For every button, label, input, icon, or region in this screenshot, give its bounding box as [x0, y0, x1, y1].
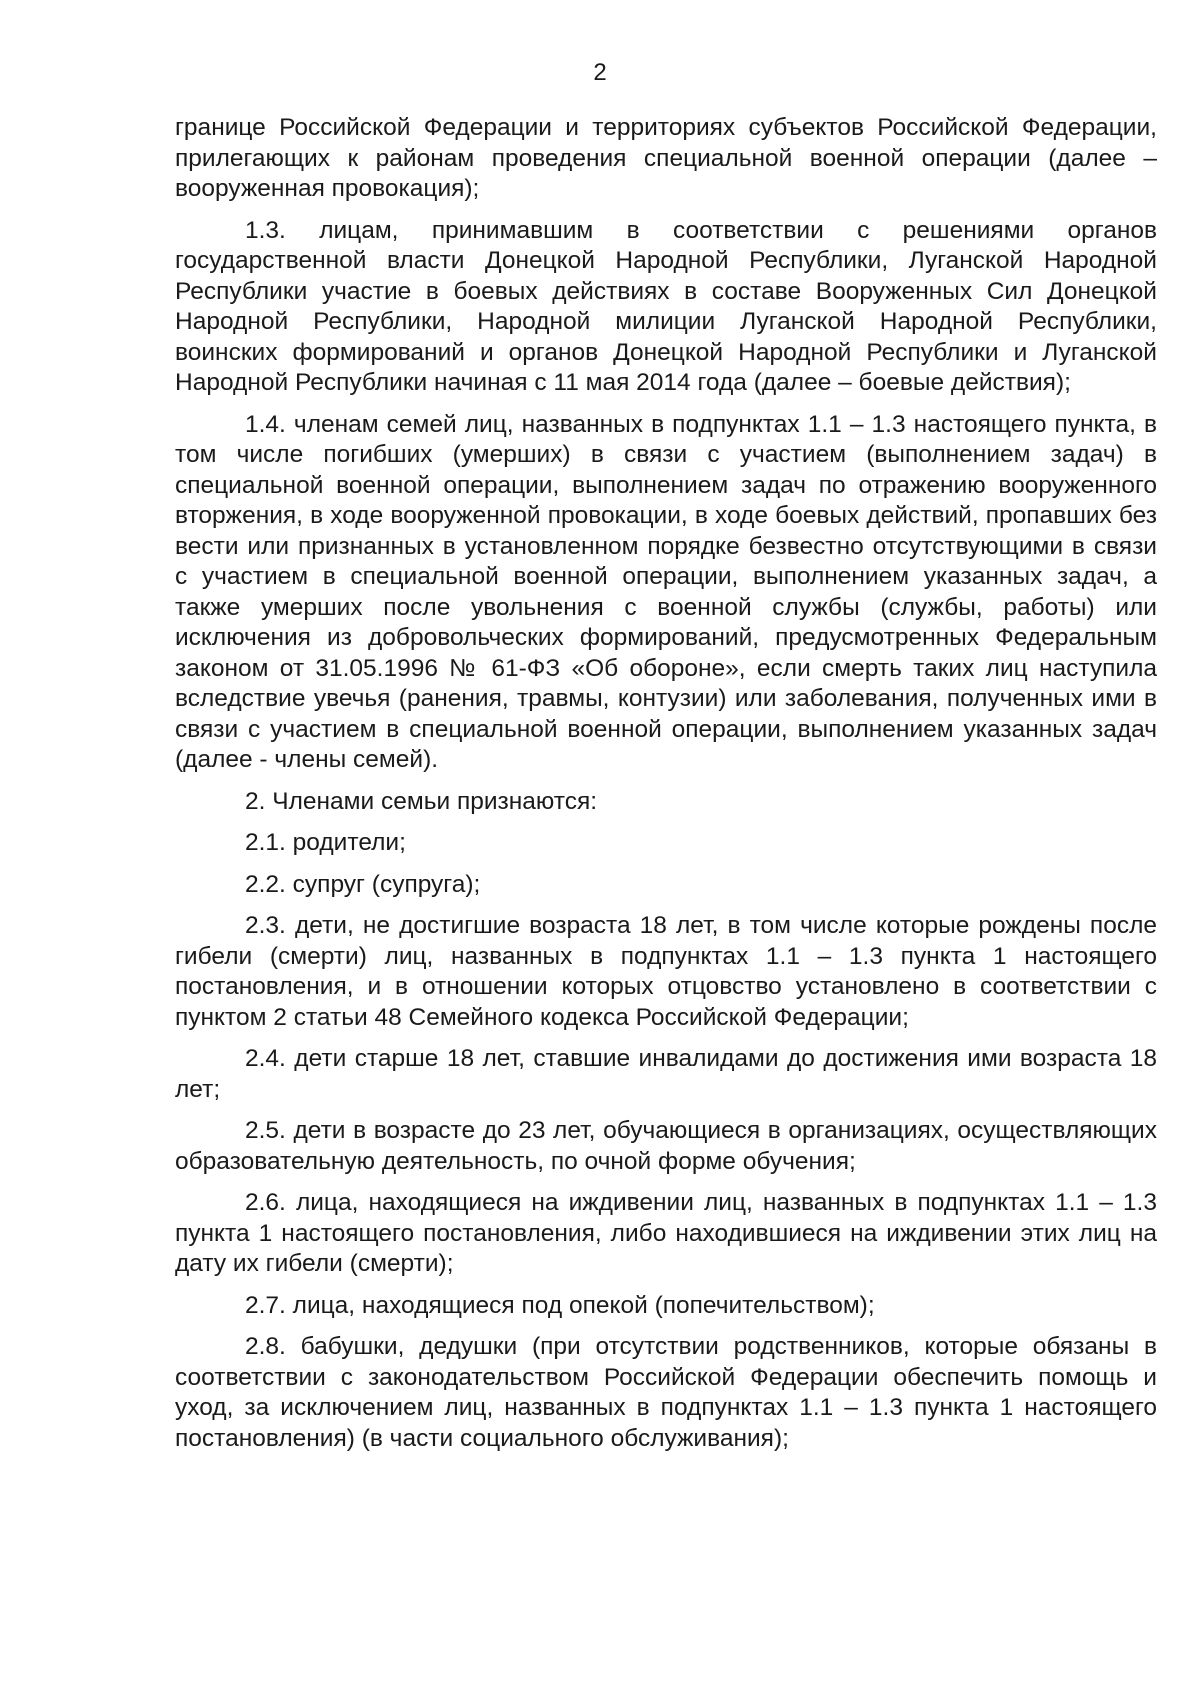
paragraph-2-8: 2.8. бабушки, дедушки (при отсутствии родственников, которые обязаны в соответствии с законодательством Российской Федерации обеспечить помощь и уход, за исключением лиц, названных в подпунктах 1.1 – 1.3 пункта 1 настоящего постановления) (в части социального обслуживания);	[175, 1333, 1157, 1452]
paragraph-2-5: 2.5. дети в возрасте до 23 лет, обучающиеся в организациях, осуществляющих образовательную деятельность, по очной форме обучения;	[175, 1117, 1157, 1175]
paragraph-2: 2. Членами семьи признаются:	[245, 787, 598, 815]
page-number: 2	[593, 59, 607, 86]
paragraph-2-4: 2.4. дети старше 18 лет, ставшие инвалидами до достижения ими возраста 18 лет;	[175, 1045, 1157, 1103]
document-body	[175, 113, 1157, 1465]
paragraph-continuation: границе Российской Федерации и территориях субъектов Российской Федерации, прилегающих к районам проведения специальной военной операции (далее – вооруженная провокация);	[175, 114, 1157, 202]
paragraph-2-3: 2.3. дети, не достигшие возраста 18 лет, в том числе которые рождены после гибели (смерти) лиц, названных в подпунктах 1.1 – 1.3 пункта 1 настоящего постановления, и в отношении которых отцовство установлено в соответствии с пунктом 2 статьи 48 Семейного кодекса Российской Федерации;	[175, 912, 1157, 1031]
paragraph-2-7: 2.7. лица, находящиеся под опекой (попечительством);	[245, 1291, 875, 1319]
paragraph-2-1: 2.1. родители;	[245, 829, 406, 856]
paragraph-1-4: 1.4. членам семей лиц, названных в подпунктах 1.1 – 1.3 настоящего пункта, в том числе погибших (умерших) в связи с участием (выполнением задач) в специальной военной операции, выполнением задач по отражению вооруженного вторжения, в ходе вооруженной провокации, в ходе боевых действий, пропавших без вести или признанных в установленном порядке безвестно отсутствующими в связи с участием в специальной военной операции, выполнением указанных задач, а также умерших после увольнения с военной службы (службы, работы) или исключения из добровольческих формирований, предусмотренных Федеральным законом от 31.05.1996 № 61-ФЗ «Об обороне», если смерть таких лиц наступила вследствие увечья (ранения, травмы, контузии) или заболевания, полученных ими в связи с участием в специальной военной операции, выполнением указанных задач (далее - члены семей).	[175, 410, 1157, 773]
paragraph-2-6: 2.6. лица, находящиеся на иждивении лиц, названных в подпунктах 1.1 – 1.3 пункта 1 настоящего постановления, либо находившиеся на иждивении этих лиц на дату их гибели (смерти);	[175, 1189, 1157, 1277]
paragraph-1-3: 1.3. лицам, принимавшим в соответствии с решениями органов государственной власти Донецкой Народной Республики, Луганской Народной Республики участие в боевых действиях в составе Вооруженных Сил Донецкой Народной Республики, Народной милиции Луганской Народной Республики, воинских формирований и органов Донецкой Народной Республики и Луганской Народной Республики начиная с 11 мая 2014 года (далее – боевые действия);	[175, 216, 1157, 396]
paragraph-2-2: 2.2. супруг (супруга);	[245, 870, 481, 898]
